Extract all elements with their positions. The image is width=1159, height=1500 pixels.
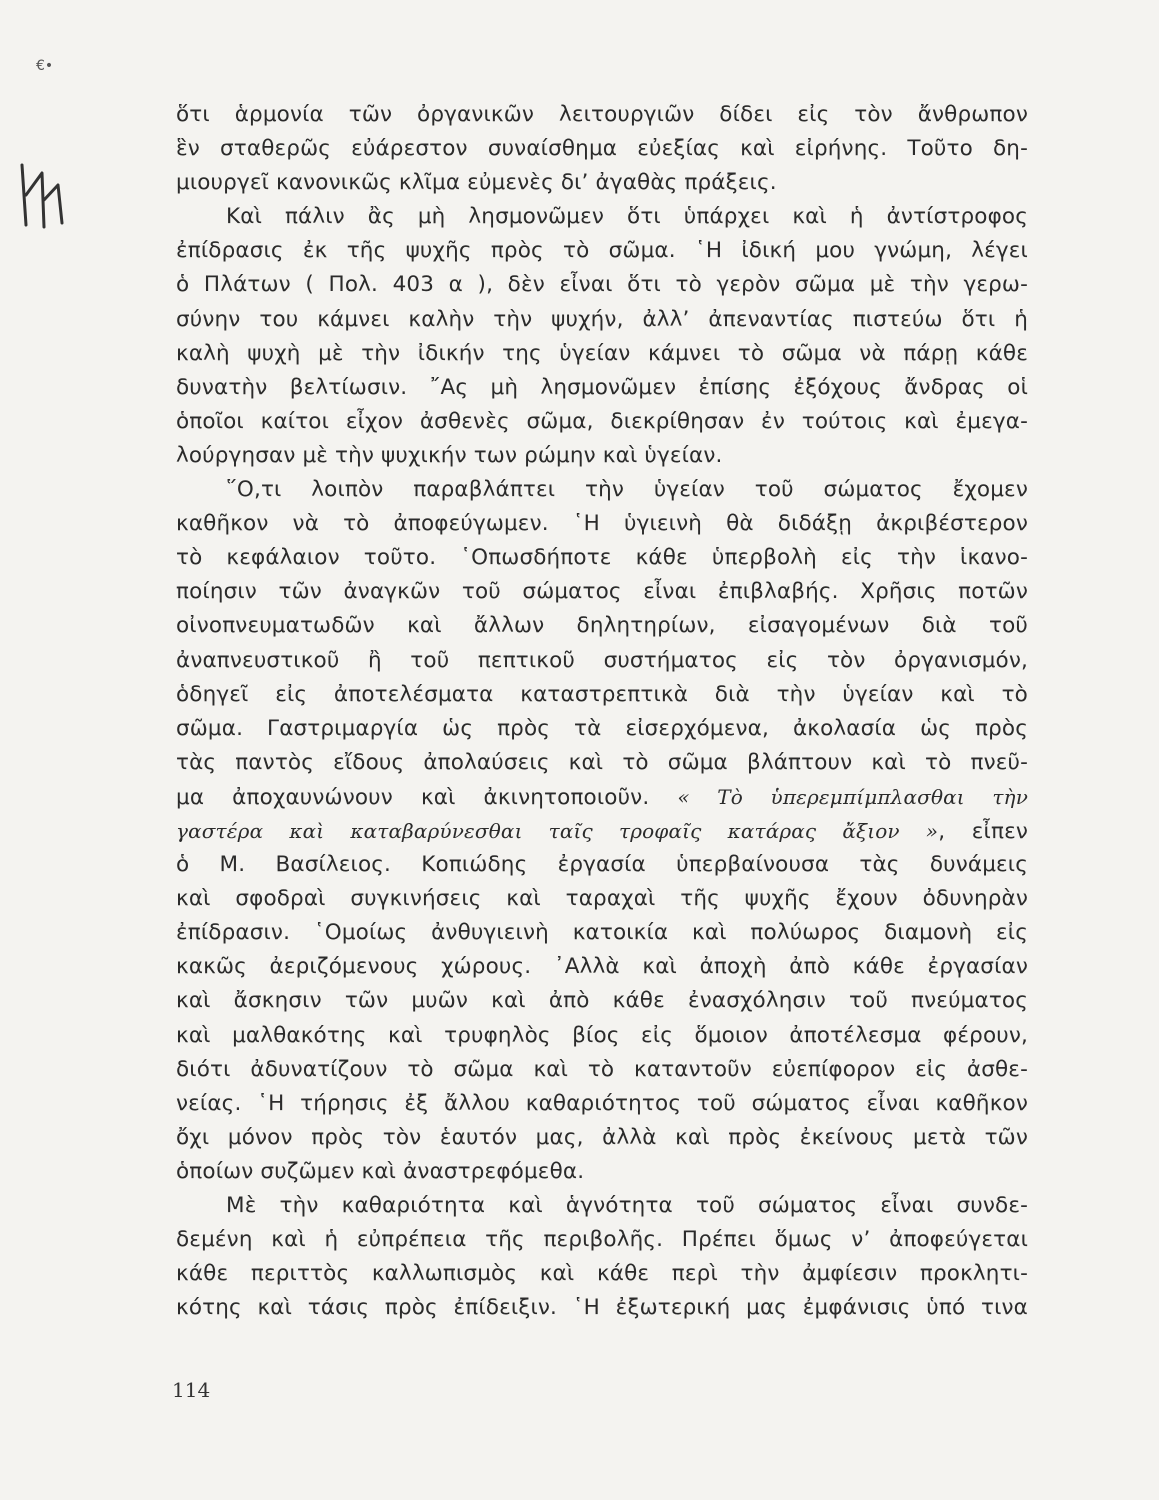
text-line: ὁ Πλάτων ( Πολ. 403 α ), δὲν εἶναι ὅτι τὸ γερὸν σῶμα μὲ τὴν γερω-: [176, 272, 1028, 298]
handwritten-margin-note: [12, 155, 72, 235]
text-line: οἰνοπνευματωδῶν καὶ ἄλλων δηλητηρίων, εἰσαγομένων διὰ τοῦ: [176, 613, 1028, 639]
text-line: κότης καὶ τάσις πρὸς ἐπίδειξιν. ῾Η ἐξωτερική μας ἐμφάνισις ὑπό τινα: [176, 1295, 1028, 1321]
text-line: [176, 780, 1028, 814]
text-line: δεμένη καὶ ἡ εὐπρέπεια τῆς περιβολῆς. Πρέπει ὅμως ν’ ἀποφεύγεται: [176, 1227, 1028, 1253]
quotation-italic: « Τὸ ὑπερεμπίμπλασθαι τὴν: [677, 784, 1028, 809]
text-line: ὁποῖοι καίτοι εἶχον ἀσθενὲς σῶμα, διεκρίθησαν ἐν τούτοις καὶ ἐμεγα-: [176, 408, 1028, 434]
text-line: [176, 814, 1028, 848]
text-line: ἐπίδρασις ἐκ τῆς ψυχῆς πρὸς τὸ σῶμα. ῾Η ἰδική μου γνώμη, λέγει: [176, 238, 1028, 264]
text-line: καὶ μαλθακότης καὶ τρυφηλὸς βίος εἰς ὅμοιον ἀποτέλεσμα φέρουν,: [176, 1022, 1028, 1048]
text-line: ὄχι μόνον πρὸς τὸν ἑαυτόν μας, ἀλλὰ καὶ πρὸς ἐκείνους μετὰ τῶν: [176, 1124, 1028, 1150]
text-line: διότι ἀδυνατίζουν τὸ σῶμα καὶ τὸ καταντοῦν εὐεπίφορον εἰς ἀσθε-: [176, 1056, 1028, 1082]
text-line: Μὲ τὴν καθαριότητα καὶ ἁγνότητα τοῦ σώματος εἶναι συνδε-: [226, 1193, 1028, 1218]
text-line: μιουργεῖ κανονικῶς κλῖμα εὐμενὲς δι’ ἀγαθὰς πράξεις.: [176, 170, 777, 196]
text-line: τὸ κεφάλαιον τοῦτο. ῾Οπωσδήποτε κάθε ὑπερβολὴ εἰς τὴν ἱκανο-: [176, 545, 1028, 571]
text-line: ὁποίων συζῶμεν καὶ ἀναστρεφόμεθα.: [176, 1158, 585, 1184]
text-line: σῶμα. Γαστριμαργία ὡς πρὸς τὰ εἰσερχόμενα, ἀκολασία ὡς πρὸς: [176, 715, 1028, 741]
text-line: νείας. ῾Η τήρησις ἐξ ἄλλου καθαριότητος τοῦ σώματος εἶναι καθῆκον: [176, 1090, 1028, 1116]
text-line: ὁ Μ. Βασίλειος. Κοπιώδης ἐργασία ὑπερβαίνουσα τὰς δυνάμεις: [176, 852, 1028, 878]
text-line: ἓν σταθερῶς εὐάρεστον συναίσθημα εὐεξίας καὶ εἰρήνης. Τοῦτο δη-: [176, 136, 1028, 162]
text-line: ῞Ο,τι λοιπὸν παραβλάπτει τὴν ὑγείαν τοῦ σώματος ἔχομεν: [226, 477, 1028, 503]
main-text: [176, 98, 1028, 1325]
page-number: 114: [172, 1378, 211, 1402]
text-line: ὁδηγεῖ εἰς ἀποτελέσματα καταστρεπτικὰ διὰ τὴν ὑγείαν καὶ τὸ: [176, 681, 1028, 707]
text-line: σύνην του κάμνει καλὴν τὴν ψυχήν, ἀλλ’ ἀπεναντίας πιστεύω ὅτι ἡ: [176, 306, 1028, 332]
quotation-italic: γαστέρα καὶ καταβαρύνεσθαι ταῖς τροφαῖς κατάρας ἄξιον »: [176, 818, 939, 843]
text-line: ἐπίδρασιν. ῾Ομοίως ἀνθυγιεινὴ κατοικία καὶ πολύωρος διαμονὴ εἰς: [176, 920, 1028, 946]
text-line: καὶ ἄσκησιν τῶν μυῶν καὶ ἀπὸ κάθε ἐνασχόλησιν τοῦ πνεύματος: [176, 988, 1028, 1014]
text-line: καὶ σφοδραὶ συγκινήσεις καὶ ταραχαὶ τῆς ψυχῆς ἔχουν ὀδυνηρὰν: [176, 886, 1028, 912]
text-line: κακῶς ἀεριζόμενους χώρους. ᾿Αλλὰ καὶ ἀποχὴ ἀπὸ κάθε ἐργασίαν: [176, 954, 1028, 980]
text-line: λούργησαν μὲ τὴν ψυχικήν των ρώμην καὶ ὑγείαν.: [176, 442, 723, 468]
text-segment: , εἶπεν: [938, 818, 1028, 844]
text-line: ποίησιν τῶν ἀναγκῶν τοῦ σώματος εἶναι ἐπιβλαβής. Χρῆσις ποτῶν: [176, 579, 1028, 605]
text-line: καθῆκον νὰ τὸ ἀποφεύγωμεν. ῾Η ὑγιεινὴ θὰ διδάξῃ ἀκριβέστερον: [176, 511, 1028, 537]
text-line: δυνατὴν βελτίωσιν. ῎Ας μὴ λησμονῶμεν ἐπίσης ἐξόχους ἄνδρας οἱ: [176, 374, 1028, 400]
text-line: καλὴ ψυχὴ μὲ τὴν ἰδικήν της ὑγείαν κάμνει τὸ σῶμα νὰ πάρῃ κάθε: [176, 340, 1028, 366]
text-line: κάθε περιττὸς καλλωπισμὸς καὶ κάθε περὶ τὴν ἀμφίεσιν προκλητι-: [176, 1261, 1028, 1287]
text-line: Καὶ πάλιν ἂς μὴ λησμονῶμεν ὅτι ὑπάρχει καὶ ἡ ἀντίστροφος: [226, 204, 1028, 230]
text-segment: μα ἀποχαυνώνουν καὶ ἀκινητοποιοῦν.: [176, 784, 678, 810]
corner-mark: €•: [36, 58, 54, 74]
text-line: ἀναπνευστικοῦ ἢ τοῦ πεπτικοῦ συστήματος εἰς τὸν ὀργανισμόν,: [176, 647, 1028, 673]
text-line: τὰς παντὸς εἴδους ἀπολαύσεις καὶ τὸ σῶμα βλάπτουν καὶ τὸ πνεῦ-: [176, 749, 1028, 775]
text-line: ὅτι ἁρμονία τῶν ὀργανικῶν λειτουργιῶν δίδει εἰς τὸν ἄνθρωπον: [176, 102, 1028, 127]
